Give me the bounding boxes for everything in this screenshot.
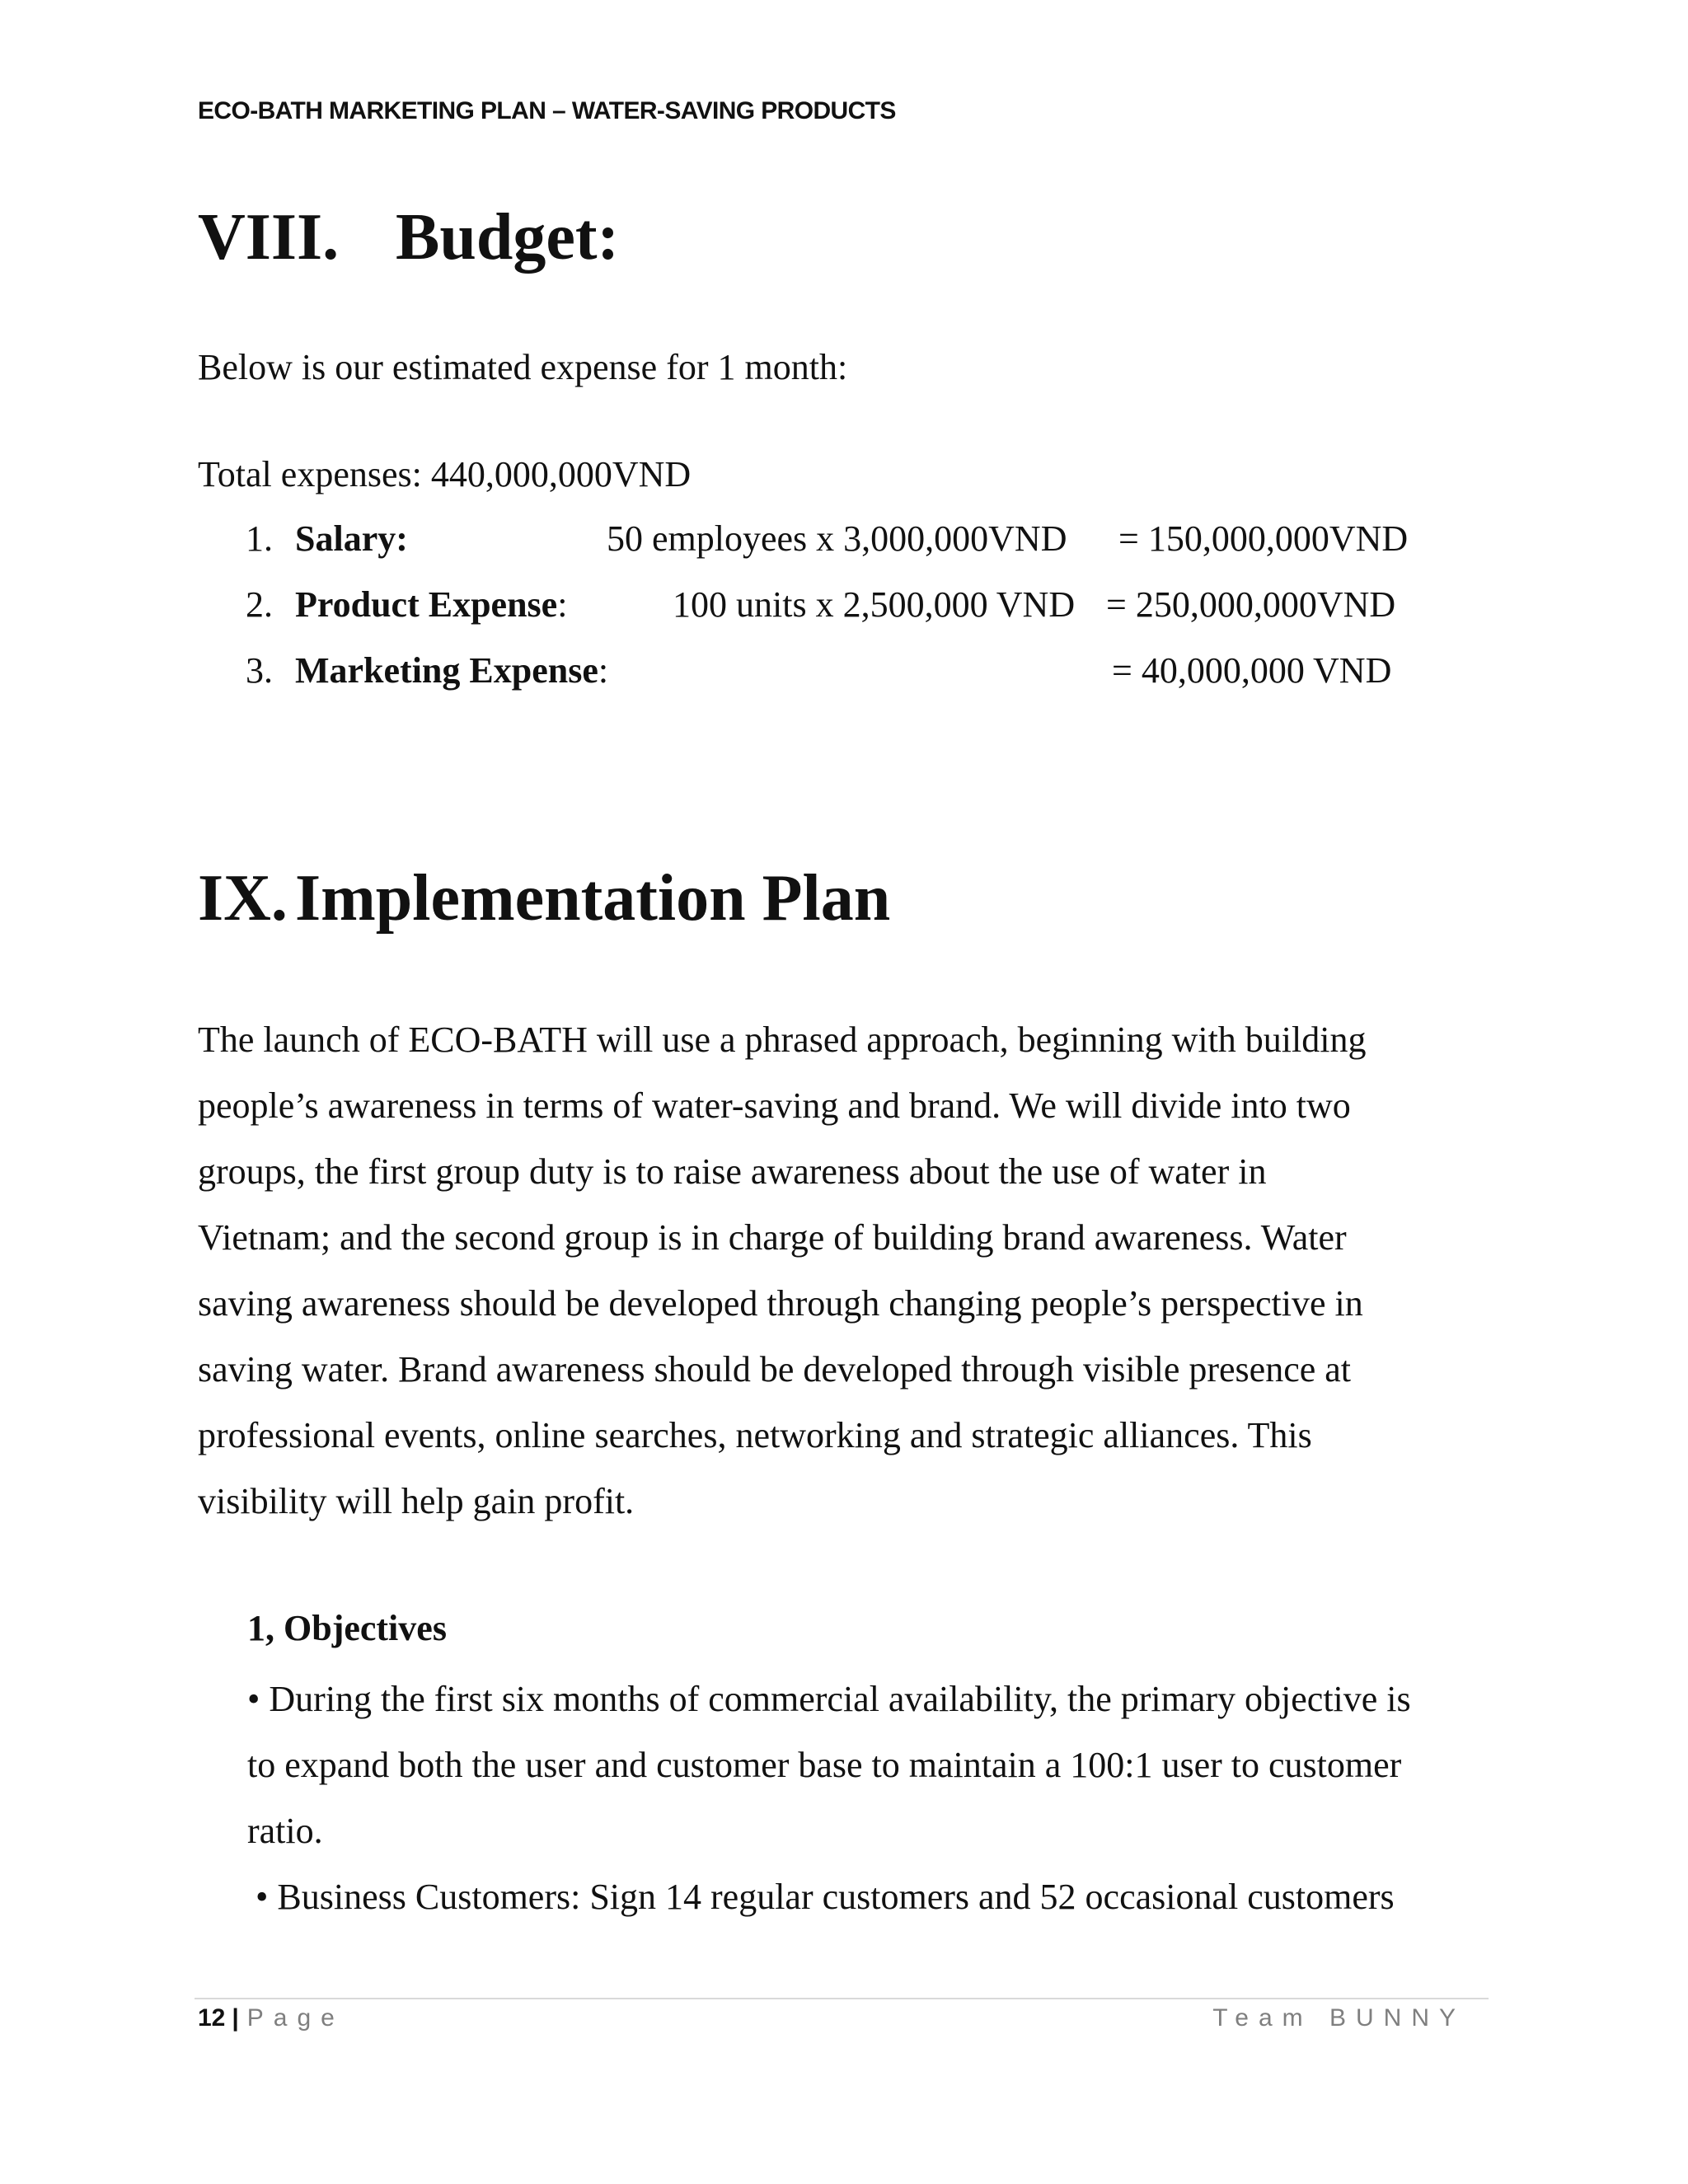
implementation-heading-number: IX. <box>198 862 288 935</box>
objectives-list <box>247 1666 1484 1930</box>
objectives-line: to expand both the user and customer base to maintain a 100:1 user to customer <box>247 1745 1402 1785</box>
budget-item-calculation: 50 employees x 3,000,000VND <box>607 518 1067 559</box>
page-number: 12 <box>198 2004 226 2032</box>
paragraph-line: visibility will help gain profit. <box>198 1481 635 1521</box>
budget-item-product-expense <box>198 583 1434 633</box>
budget-heading <box>198 201 620 274</box>
objectives-heading: 1, Objectives <box>247 1608 447 1648</box>
budget-item-index: 1. <box>246 518 273 559</box>
implementation-heading-title: Implementation Plan <box>295 862 891 935</box>
budget-item-index: 2. <box>246 584 273 625</box>
budget-item-salary <box>198 518 1434 567</box>
budget-item-label: Marketing Expense: <box>295 650 609 691</box>
footer-divider <box>195 1998 1489 1999</box>
paragraph-line: people’s awareness in terms of water-saving and brand. We will divide into two <box>198 1085 1351 1126</box>
paragraph-line: saving water. Brand awareness should be developed through visible presence at <box>198 1349 1352 1390</box>
paragraph-line: professional events, online searches, networking and strategic alliances. This <box>198 1415 1312 1455</box>
budget-item-index: 3. <box>246 650 273 691</box>
paragraph-line: groups, the first group duty is to raise awareness about the use of water in <box>198 1151 1267 1192</box>
objectives-line: • Business Customers: Sign 14 regular customers and 52 occasional customers <box>256 1877 1395 1917</box>
budget-intro: Below is our estimated expense for 1 month: <box>198 347 848 387</box>
page-word: Page <box>246 2004 345 2032</box>
team-footer: Team BUNNY <box>1212 2004 1465 2032</box>
budget-item-label: Product Expense: <box>295 584 568 625</box>
running-header: ECO-BATH MARKETING PLAN – WATER-SAVING PRODUCTS <box>198 97 896 124</box>
budget-heading-number: VIII. <box>198 201 340 274</box>
budget-item-amount: = 250,000,000VND <box>1106 584 1396 625</box>
implementation-paragraph <box>198 1007 1484 1535</box>
objectives-line: ratio. <box>247 1811 323 1851</box>
budget-total: Total expenses: 440,000,000VND <box>198 454 692 494</box>
paragraph-line: Vietnam; and the second group is in charge of building brand awareness. Water <box>198 1217 1347 1258</box>
implementation-heading <box>198 862 891 935</box>
paragraph-line: The launch of ECO-BATH will use a phrased approach, beginning with building <box>198 1019 1367 1060</box>
budget-item-calculation: 100 units x 2,500,000 VND <box>673 584 1076 625</box>
budget-heading-title: Budget: <box>396 201 620 274</box>
objectives-line: • During the first six months of commercial availability, the primary objective is <box>247 1679 1411 1719</box>
budget-item-amount: = 40,000,000 VND <box>1112 650 1392 691</box>
budget-item-marketing-expense <box>198 649 1434 699</box>
budget-item-amount: = 150,000,000VND <box>1118 518 1409 559</box>
footer-separator: | <box>232 2004 239 2032</box>
paragraph-line: saving awareness should be developed through changing people’s perspective in <box>198 1283 1363 1324</box>
page-number-footer <box>198 2004 345 2032</box>
budget-item-label: Salary: <box>295 518 408 559</box>
